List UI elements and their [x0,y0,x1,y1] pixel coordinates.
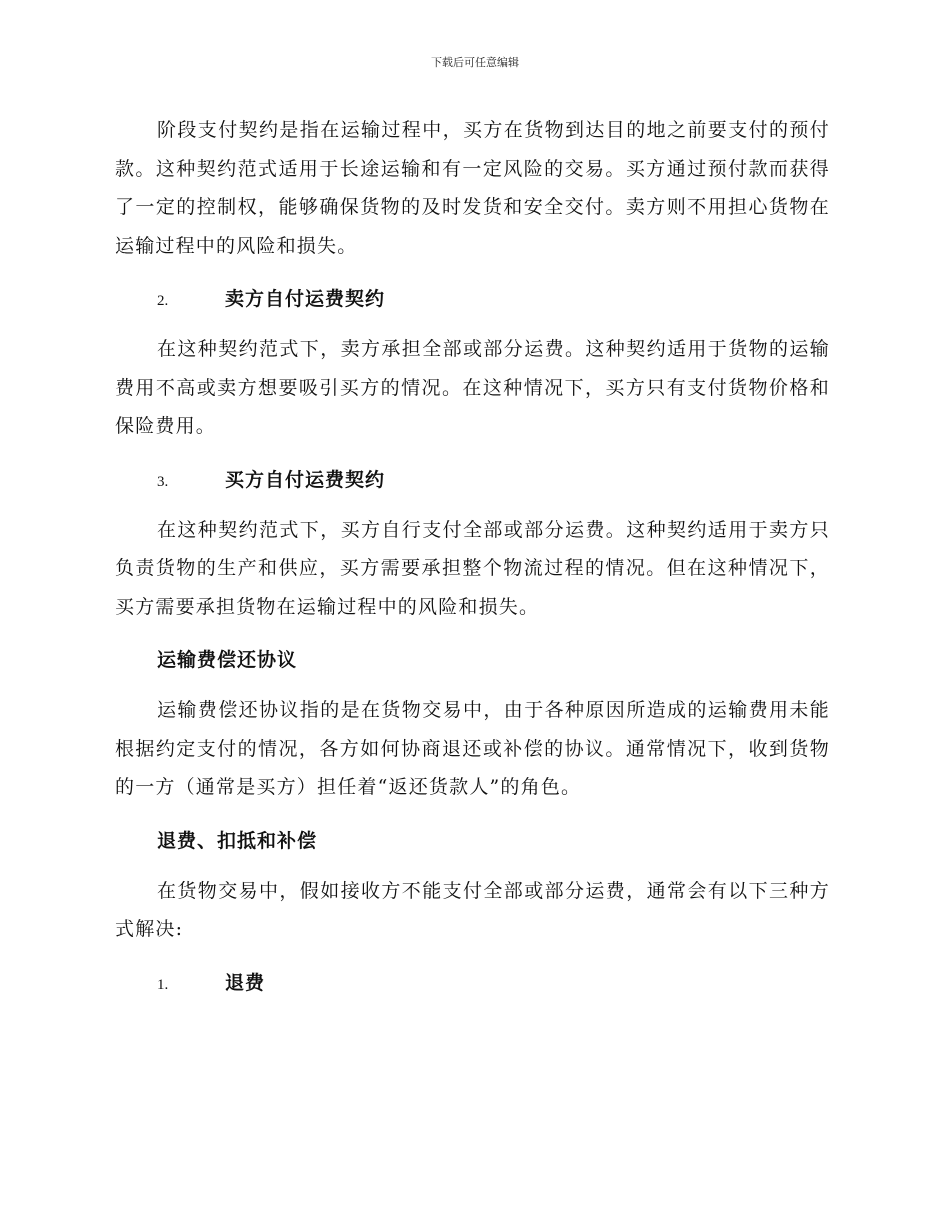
heading-number: 3. [157,473,169,490]
paragraph-freight-reimbursement: 运输费偿还协议指的是在货物交易中，由于各种原因所造成的运输费用未能根据约定支付的情况，各方如何协商退还或补偿的协议。通常情况下，收到货物的一方（通常是买方）担任着“返还货款人”的角色。 [115,699,830,798]
paragraph-stage-payment: 阶段支付契约是指在运输过程中，买方在货物到达目的地之前要支付的预付款。这种契约范式适用于长途运输和有一定风险的交易。买方通过预付款而获得了一定的控制权，能够确保货物的及时发货和安全交付。卖方则不用担心货物在运输过程中的风险和损失。 [115,119,830,257]
heading-title: 卖方自付运费契约 [225,288,386,310]
heading-freight-reimbursement: 运输费偿还协议 [157,649,298,671]
heading-refund [115,964,830,1002]
paragraph-refund-offset: 在货物交易中，假如接收方不能支付全部或部分运费，通常会有以下三种方式解决: [115,879,830,940]
heading-number: 2. [157,293,169,309]
paragraph-buyer-freight: 在这种契约范式下，买方自行支付全部或部分运费。这种契约适用于卖方只负责货物的生产和供应，买方需要承担整个物流过程的情况。但在这种情况下，买方需要承担货物在运输过程中的风险和损失。 [115,518,830,618]
heading-seller-freight [115,280,830,318]
heading-refund-offset: 退费、扣抵和补偿 [157,829,318,852]
page-header: 下载后可任意编辑 [431,56,519,69]
heading-title: 退费 [225,971,266,994]
document-body [115,111,830,1014]
heading-buyer-freight [115,461,830,499]
heading-number: 1. [157,976,169,993]
heading-title: 买方自付运费契约 [225,468,386,491]
paragraph-seller-freight: 在这种契约范式下，卖方承担全部或部分运费。这种契约适用于货物的运输费用不高或卖方想要吸引买方的情况。在这种情况下，买方只有支付货物价格和保险费用。 [115,338,830,437]
